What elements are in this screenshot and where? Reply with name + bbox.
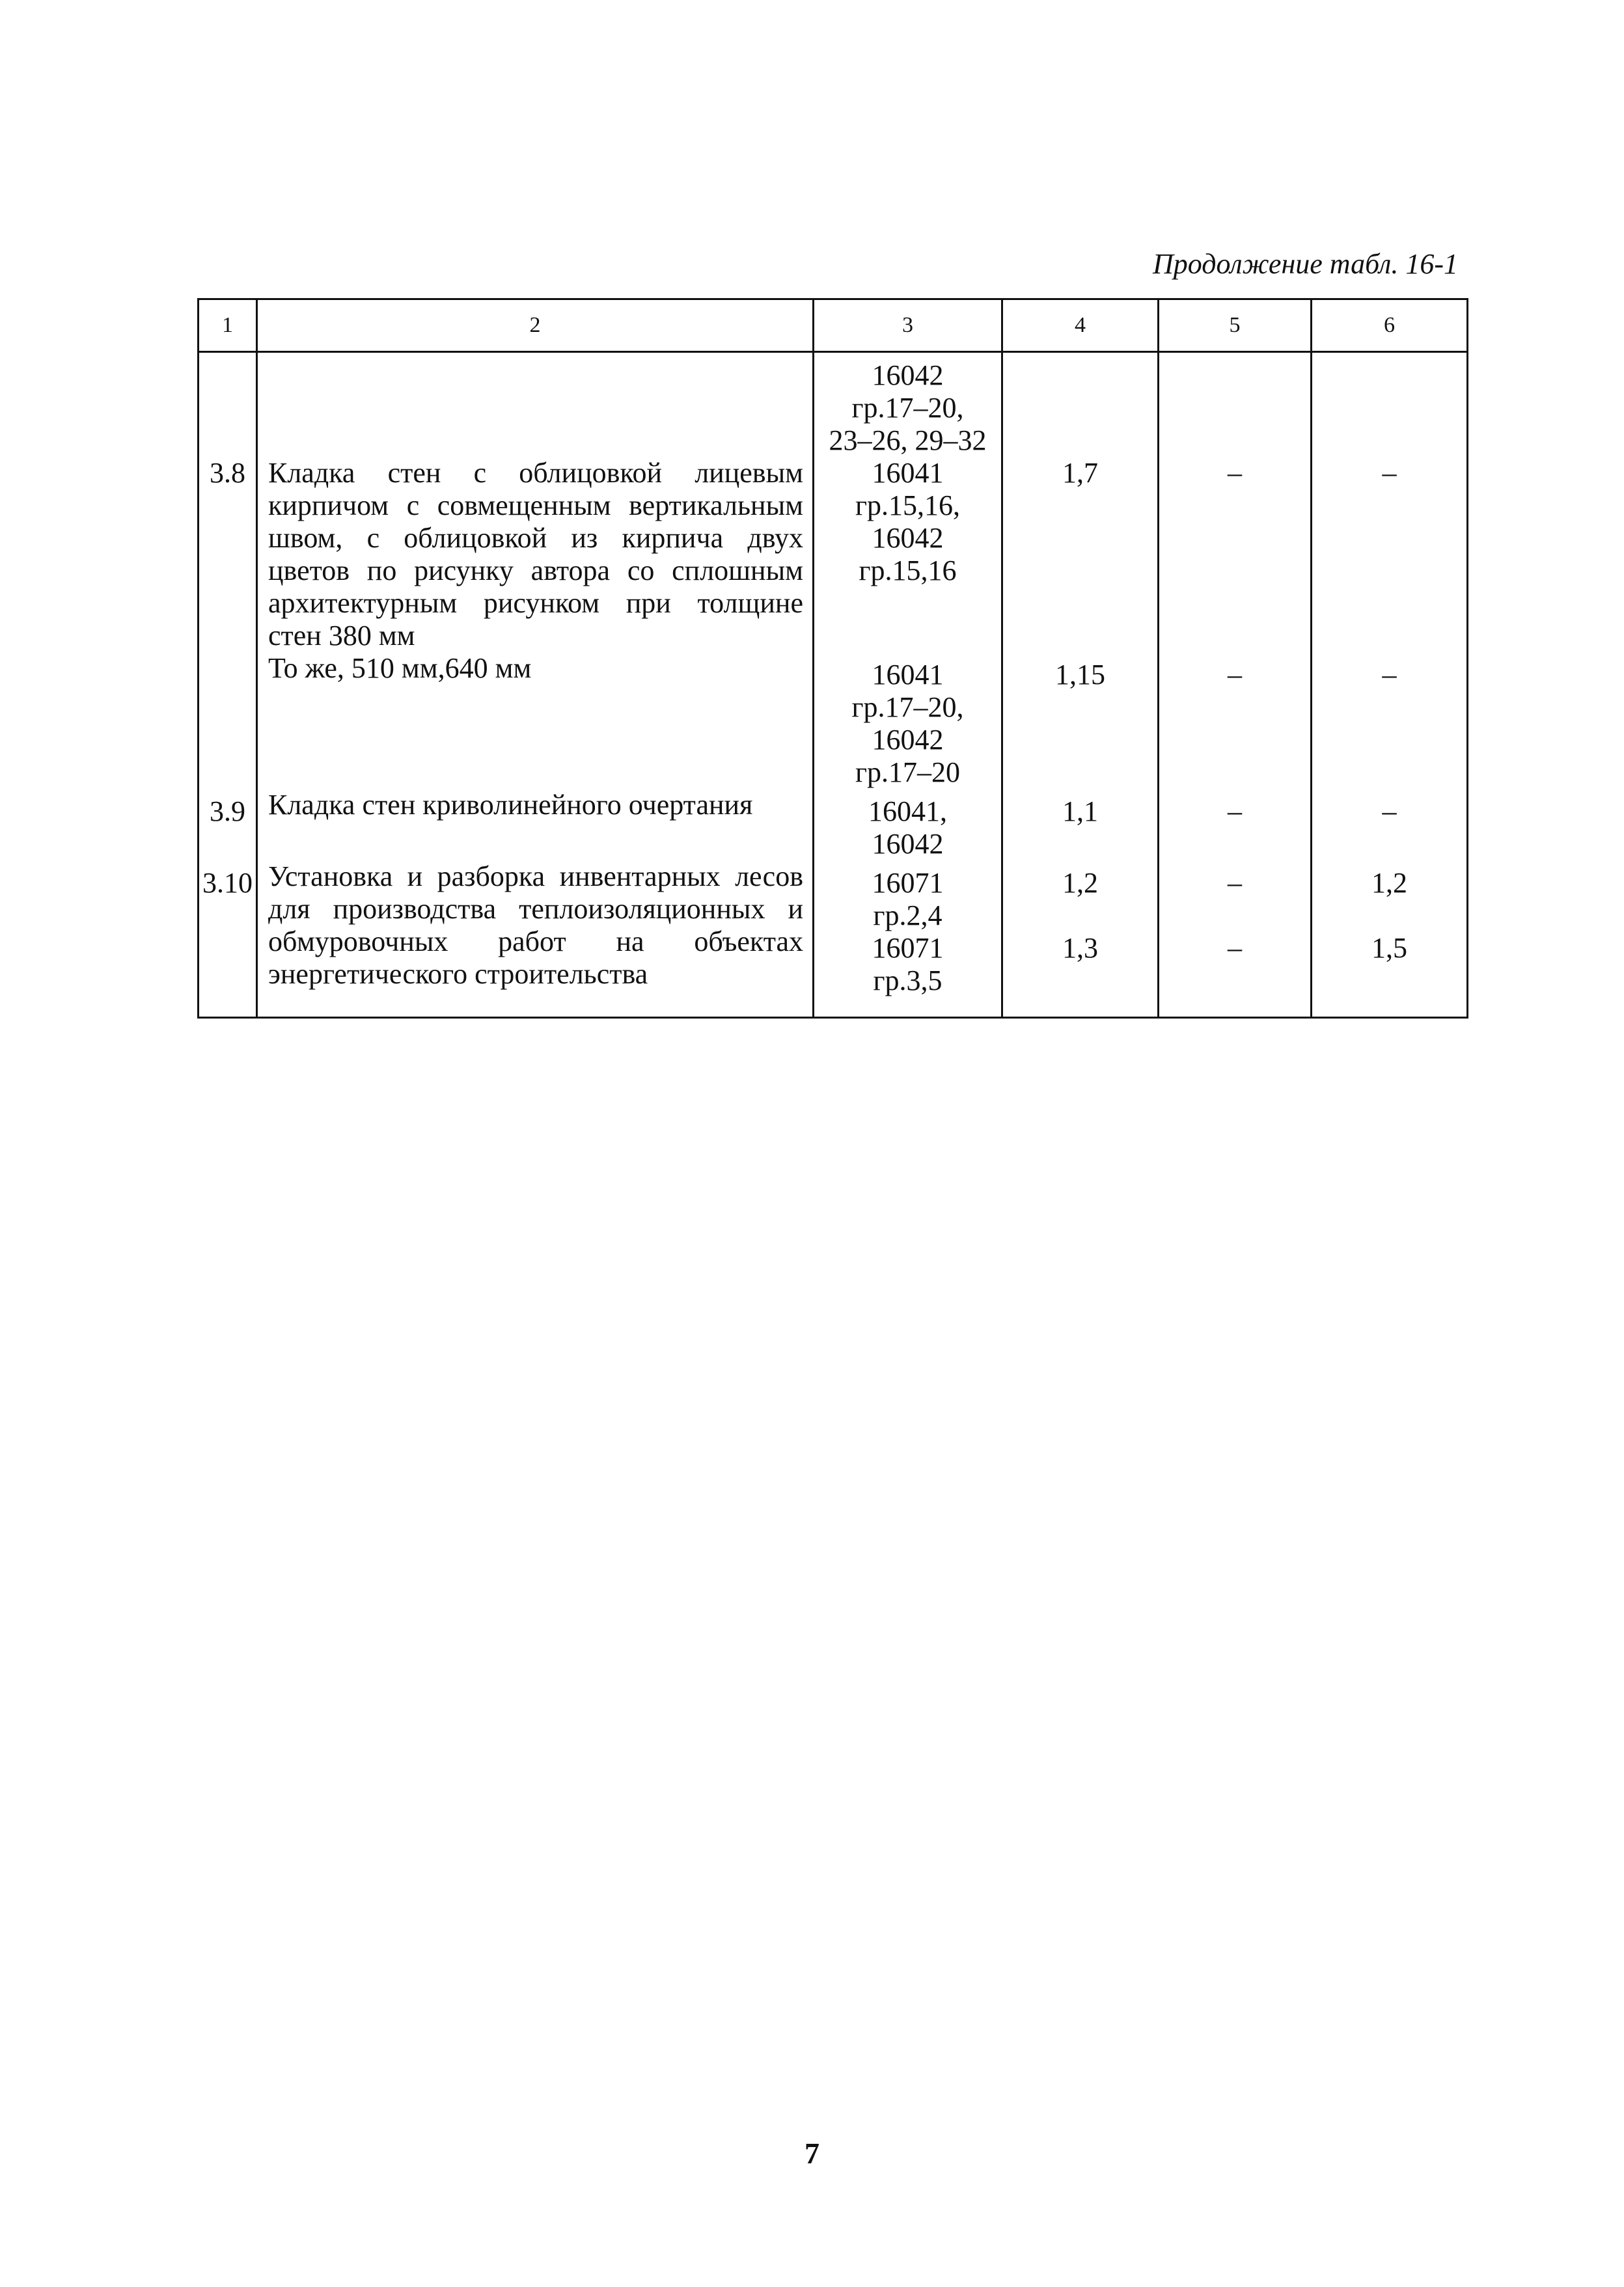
coefficients-table [197, 298, 1468, 1019]
table-row [199, 860, 1468, 997]
row-codes: 16041 гр.15,16, 16042 гр.15,16 [814, 457, 1002, 652]
row-col4: 1,7 [1002, 457, 1159, 652]
row-number [199, 652, 257, 789]
row-col5: – [1159, 652, 1312, 789]
spacer-cell [1002, 997, 1159, 1018]
row-codes: 16071 гр.2,4 16071 гр.3,5 [814, 860, 1002, 997]
spacer-cell [199, 997, 257, 1018]
row-description: Кладка стен с облицовкой лицевым кирпичом с совмещенным вертикальным швом, с облицовкой из кирпича двух цветов по рисунку автора со сплошным архитектурным рисунком при толщине стен 380 мм [257, 457, 814, 652]
page-number: 7 [805, 2137, 819, 2170]
row-col4: 1,15 [1002, 652, 1159, 789]
spacer-cell [257, 997, 814, 1018]
row-description: Установка и разборка инвентарных лесов для производства теплоизоляционных и обмуровочных работ на объектах энергетического строительства [257, 860, 814, 997]
row-col5: – [1159, 457, 1312, 652]
row-col4: 1,1 [1002, 789, 1159, 860]
row-number [199, 352, 257, 458]
spacer-cell [814, 997, 1002, 1018]
header-col-6: 6 [1312, 299, 1468, 352]
spacer-cell [1159, 997, 1312, 1018]
row-description [257, 352, 814, 458]
row-description: Кладка стен криволинейного очертания [257, 789, 814, 860]
table-row [199, 652, 1468, 789]
table-row [199, 457, 1468, 652]
row-col6: – [1312, 652, 1468, 789]
row-col5: – – [1159, 860, 1312, 997]
spacer-cell [1312, 997, 1468, 1018]
row-codes: 16042 гр.17–20, 23–26, 29–32 [814, 352, 1002, 458]
row-codes: 16041, 16042 [814, 789, 1002, 860]
row-number: 3.9 [199, 789, 257, 860]
row-col6 [1312, 352, 1468, 458]
row-col6: 1,2 1,5 [1312, 860, 1468, 997]
header-col-3: 3 [814, 299, 1002, 352]
row-number: 3.8 [199, 457, 257, 652]
row-col6: – [1312, 457, 1468, 652]
row-col4: 1,2 1,3 [1002, 860, 1159, 997]
table-bottom-spacer [199, 997, 1468, 1018]
header-col-4: 4 [1002, 299, 1159, 352]
header-col-1: 1 [199, 299, 257, 352]
row-col4 [1002, 352, 1159, 458]
row-col5: – [1159, 789, 1312, 860]
header-col-5: 5 [1159, 299, 1312, 352]
table-continuation-caption: Продолжение табл. 16-1 [1153, 248, 1458, 280]
header-col-2: 2 [257, 299, 814, 352]
table-row [199, 352, 1468, 458]
row-col5 [1159, 352, 1312, 458]
row-col6: – [1312, 789, 1468, 860]
row-number: 3.10 [199, 860, 257, 997]
table-row [199, 789, 1468, 860]
header-row [199, 299, 1468, 352]
row-codes: 16041 гр.17–20, 16042 гр.17–20 [814, 652, 1002, 789]
row-description: То же, 510 мм,640 мм [257, 652, 814, 789]
